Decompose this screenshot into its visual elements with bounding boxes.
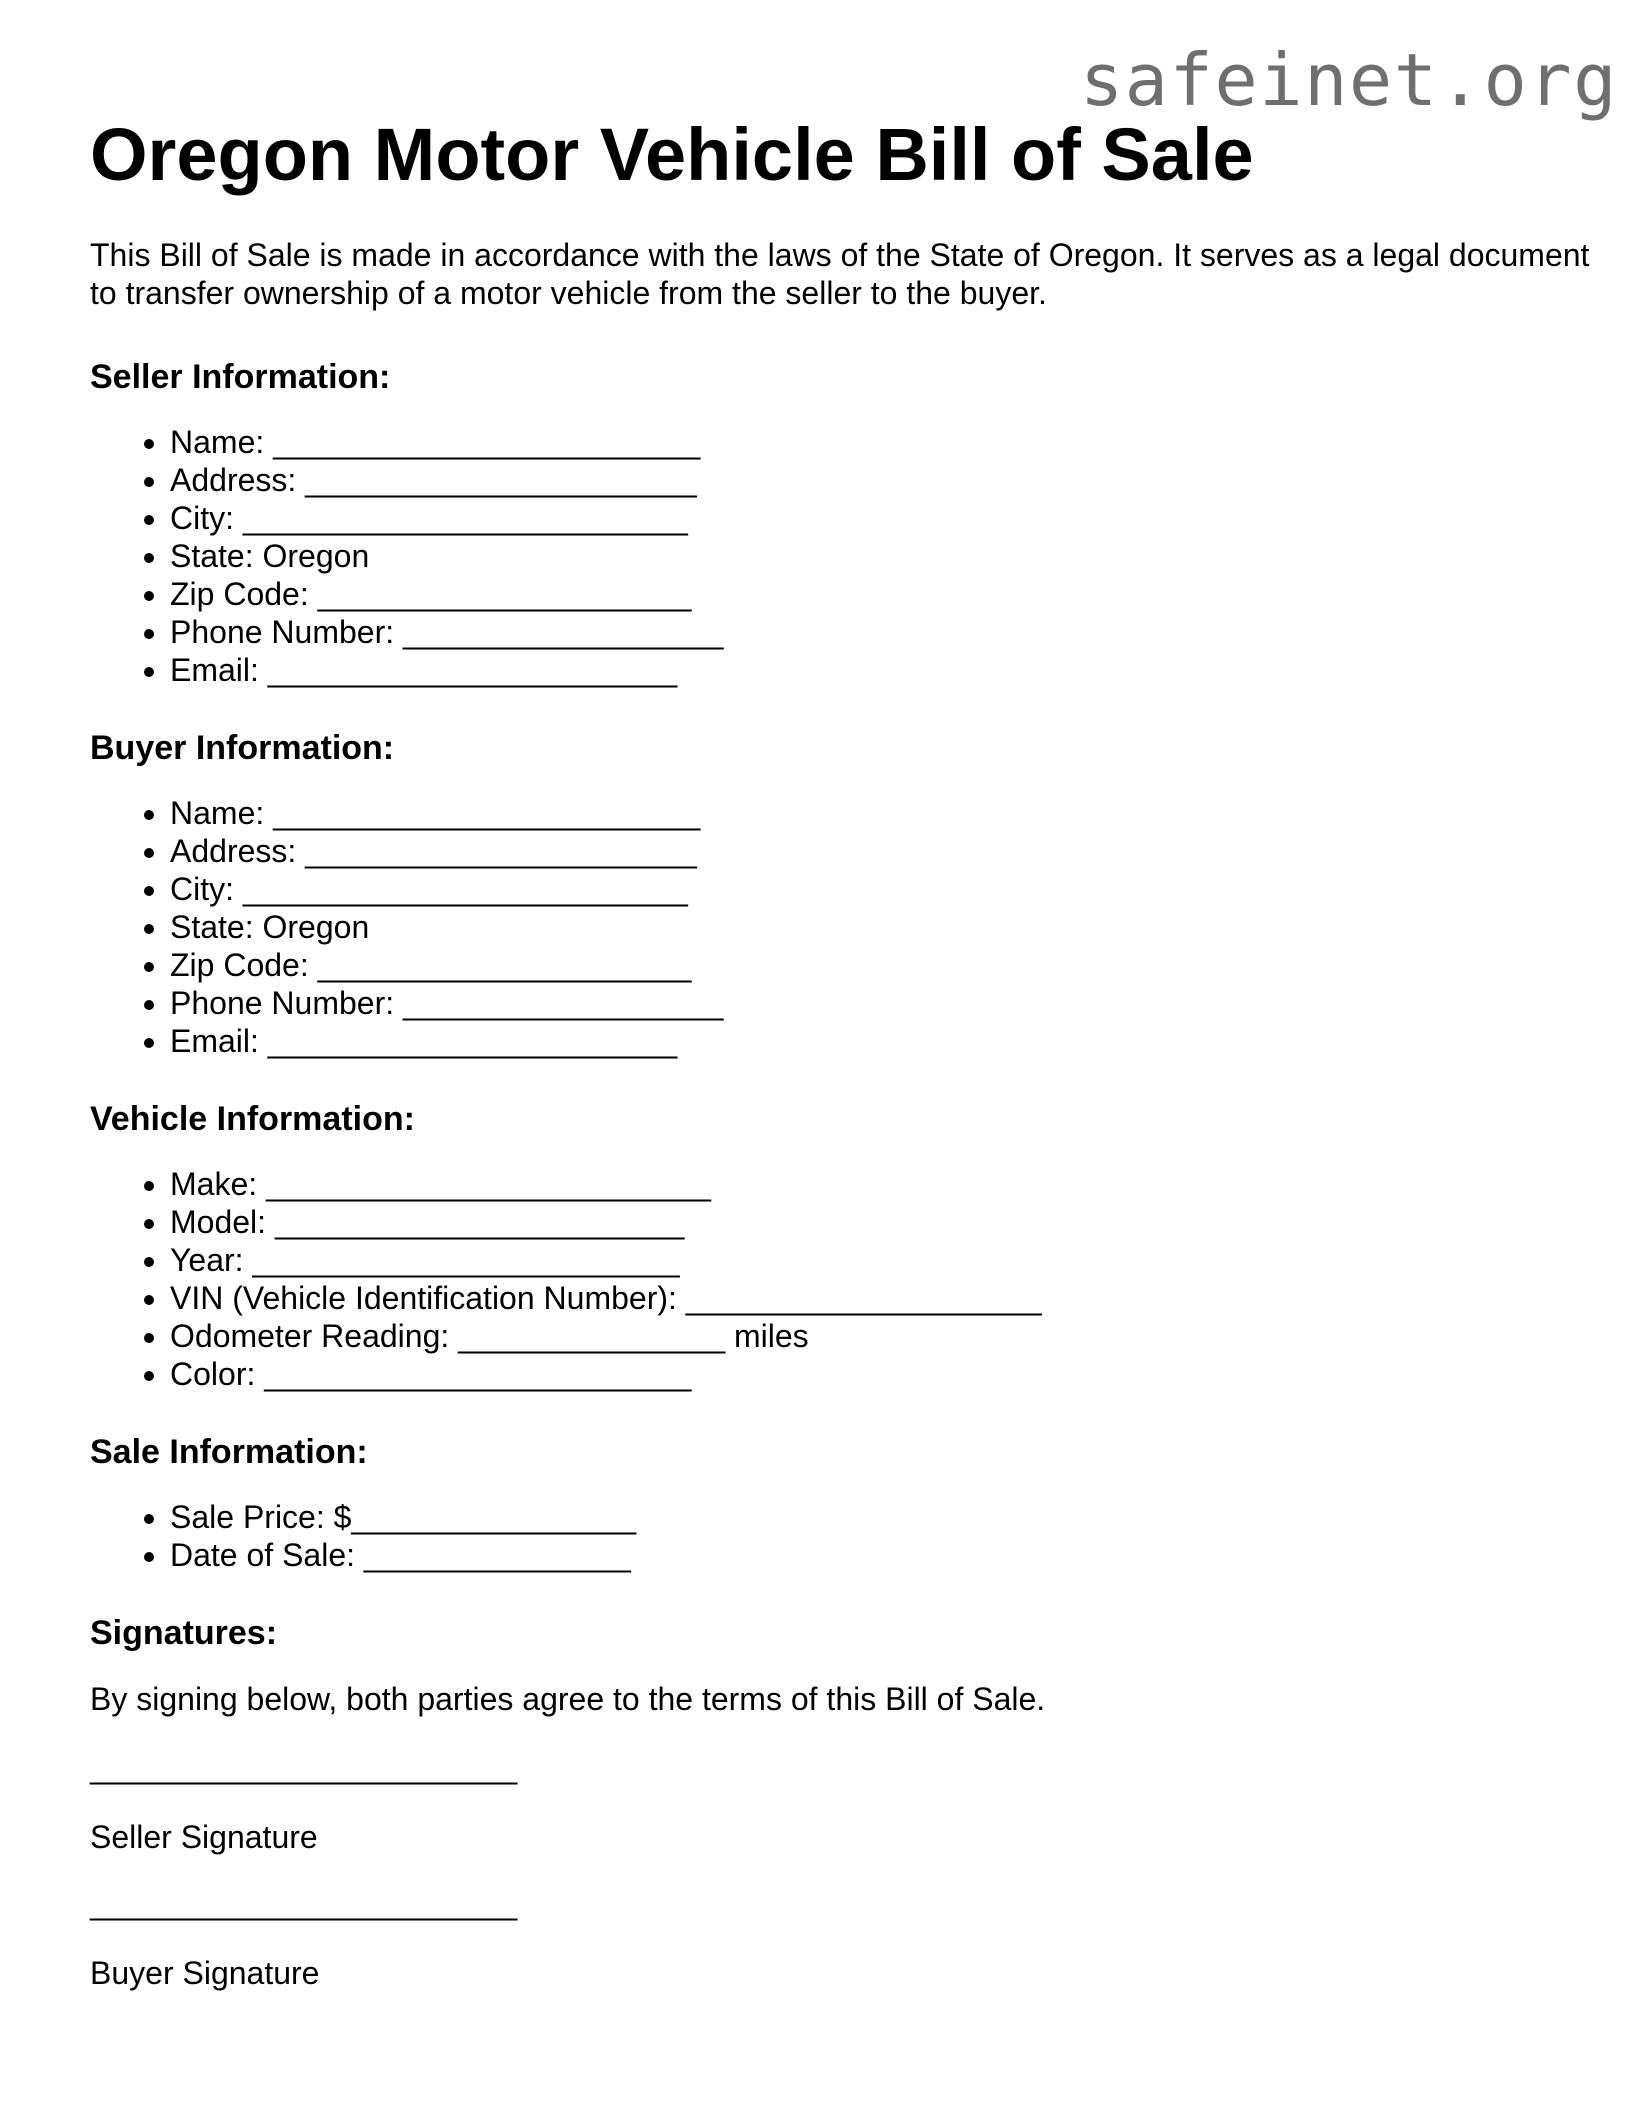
form-field-row bbox=[170, 908, 1554, 946]
form-field-row bbox=[170, 1165, 1554, 1203]
field-label: VIN (Vehicle Identification Number): bbox=[170, 1280, 686, 1316]
field-blank-line: _________________________ bbox=[242, 871, 688, 907]
field-label: Phone Number: bbox=[170, 985, 404, 1021]
section-list-seller bbox=[90, 423, 1554, 689]
form-field-row bbox=[170, 832, 1554, 870]
field-blank-line: ____________________ bbox=[685, 1280, 1042, 1316]
field-label: Name: bbox=[170, 424, 274, 460]
field-blank-line: _________________________ bbox=[242, 500, 688, 536]
signature-blank-line: ________________________ bbox=[90, 1749, 518, 1785]
field-label: Email: bbox=[170, 1023, 268, 1059]
signature-entry bbox=[90, 1884, 1554, 1992]
form-field-row bbox=[170, 461, 1554, 499]
field-blank-line: __________________ bbox=[403, 985, 724, 1021]
field-blank-line: _______________________ bbox=[274, 1204, 685, 1240]
field-label: Date of Sale: bbox=[170, 1537, 364, 1573]
form-field-row bbox=[170, 537, 1554, 575]
field-label: Year: bbox=[170, 1242, 253, 1278]
form-field-row bbox=[170, 1203, 1554, 1241]
field-blank-line: _____________________ bbox=[317, 947, 692, 983]
watermark-site-url: safeinet.org bbox=[1079, 38, 1618, 122]
field-blank-line: _____________________ bbox=[317, 576, 692, 612]
field-blank-line: _______________________ bbox=[267, 652, 678, 688]
field-blank-line: ________________________ bbox=[273, 424, 701, 460]
form-field-row bbox=[170, 1317, 1554, 1355]
form-sections bbox=[90, 358, 1554, 1574]
signature-blank-line: ________________________ bbox=[90, 1885, 518, 1921]
signature-entries bbox=[90, 1748, 1554, 1992]
field-label: State: Oregon bbox=[170, 538, 370, 574]
section-heading-buyer: Buyer Information: bbox=[90, 729, 395, 767]
form-field-row bbox=[170, 651, 1554, 689]
form-field-row bbox=[170, 423, 1554, 461]
section-list-buyer bbox=[90, 794, 1554, 1060]
form-field-row bbox=[170, 575, 1554, 613]
section-heading-signatures: Signatures: bbox=[90, 1614, 278, 1652]
form-field-row bbox=[170, 1355, 1554, 1393]
form-field-row bbox=[170, 794, 1554, 832]
field-blank-line: ________________________ bbox=[273, 795, 701, 831]
signatures-agreement-note: By signing below, both parties agree to the terms of this Bill of Sale. bbox=[90, 1681, 1046, 1717]
field-label: Zip Code: bbox=[170, 576, 318, 612]
field-label: Email: bbox=[170, 652, 268, 688]
form-field-row bbox=[170, 946, 1554, 984]
field-blank-line: ______________________ bbox=[305, 462, 697, 498]
field-blank-line: __________________ bbox=[403, 614, 724, 650]
field-label: Address: bbox=[170, 833, 306, 869]
signature-label: Seller Signature bbox=[90, 1819, 318, 1855]
form-field-row bbox=[170, 1536, 1554, 1574]
form-field-row bbox=[170, 870, 1554, 908]
field-label: Odometer Reading: bbox=[170, 1318, 459, 1354]
form-field-row bbox=[170, 1498, 1554, 1536]
field-label: Zip Code: bbox=[170, 947, 318, 983]
field-suffix: miles bbox=[725, 1318, 809, 1354]
signature-label: Buyer Signature bbox=[90, 1955, 320, 1991]
field-blank-line: _______________ bbox=[458, 1318, 726, 1354]
field-label: Address: bbox=[170, 462, 306, 498]
section-list-vehicle bbox=[90, 1165, 1554, 1393]
form-field-row bbox=[170, 1241, 1554, 1279]
field-label: Name: bbox=[170, 795, 274, 831]
form-field-row bbox=[170, 613, 1554, 651]
field-label: State: Oregon bbox=[170, 909, 370, 945]
section-heading-seller: Seller Information: bbox=[90, 358, 391, 396]
field-blank-line: ________________ bbox=[351, 1499, 637, 1535]
section-heading-vehicle: Vehicle Information: bbox=[90, 1100, 415, 1138]
field-blank-line: ________________________ bbox=[264, 1356, 692, 1392]
field-blank-line: ________________________ bbox=[252, 1242, 680, 1278]
field-blank-line: _______________ bbox=[363, 1537, 631, 1573]
field-blank-line: ______________________ bbox=[305, 833, 697, 869]
field-label: City: bbox=[170, 500, 243, 536]
field-blank-line: _______________________ bbox=[267, 1023, 678, 1059]
signature-entry bbox=[90, 1748, 1554, 1856]
section-heading-sale: Sale Information: bbox=[90, 1433, 368, 1471]
document-title: Oregon Motor Vehicle Bill of Sale bbox=[90, 113, 1254, 196]
form-field-row bbox=[170, 1279, 1554, 1317]
field-blank-line: _________________________ bbox=[266, 1166, 711, 1202]
form-field-row bbox=[170, 1022, 1554, 1060]
intro-paragraph: This Bill of Sale is made in accordance with the laws of the State of Oregon. It serves as a legal document to transfer ownership of a motor vehicle from the seller to the buyer. bbox=[90, 237, 1590, 311]
field-label: Color: bbox=[170, 1356, 265, 1392]
field-label: City: bbox=[170, 871, 243, 907]
form-field-row bbox=[170, 984, 1554, 1022]
field-label: Model: bbox=[170, 1204, 275, 1240]
section-list-sale bbox=[90, 1498, 1554, 1574]
field-label: Make: bbox=[170, 1166, 267, 1202]
form-field-row bbox=[170, 499, 1554, 537]
field-label: Sale Price: $ bbox=[170, 1499, 352, 1535]
field-label: Phone Number: bbox=[170, 614, 404, 650]
